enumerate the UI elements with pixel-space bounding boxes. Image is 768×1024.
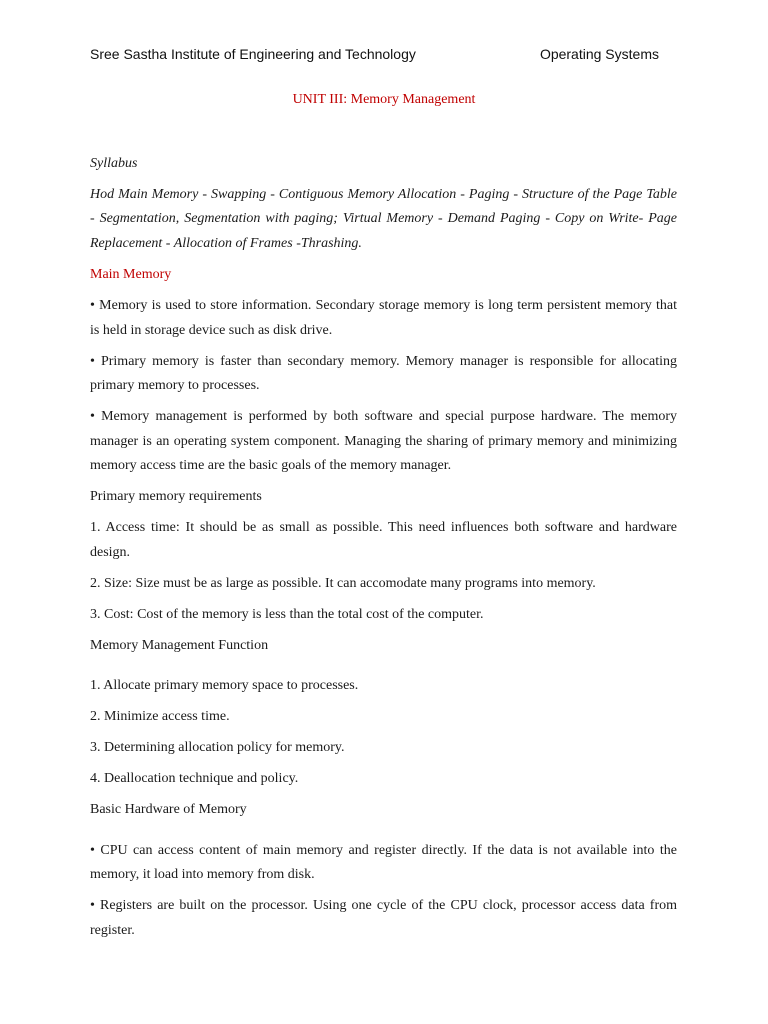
subject-name: Operating Systems — [539, 46, 659, 62]
institute-name: Sree Sastha Institute of Engineering and Technology — [90, 46, 416, 62]
function-item: 4. Deallocation technique and policy. — [90, 771, 299, 786]
main-memory-heading: Main Memory — [90, 267, 172, 282]
function-item: 1. Allocate primary memory space to processes. — [90, 678, 359, 693]
main-memory-bullet: • Primary memory is faster than secondary memory. Memory manager is responsible for allocating primary memory to processes. — [90, 353, 677, 393]
function-item: 3. Determining allocation policy for memory. — [90, 740, 345, 755]
syllabus-heading: Syllabus — [90, 156, 138, 171]
requirement-item: 3. Cost: Cost of the memory is less than the total cost of the computer. — [90, 606, 484, 622]
syllabus-text: Hod Main Memory - Swapping - Contiguous Memory Allocation - Paging - Structure of the Page Table - Segmentation, Segmentation with paging; Virtual Memory - Demand Paging - Copy on Write- Page Replacement - Allocation of Frames -Thrashing. — [90, 186, 677, 251]
main-memory-bullet: • Memory is used to store information. Secondary storage memory is long term persistent memory that is held in storage device such as disk drive. — [90, 298, 677, 338]
document-body — [90, 152, 677, 950]
requirements-heading: Primary memory requirements — [90, 489, 262, 504]
unit-title: UNIT III: Memory Management — [292, 92, 476, 107]
hardware-bullet: • Registers are built on the processor. Using one cycle of the CPU clock, processor access data from register. — [90, 898, 677, 938]
main-memory-bullet: • Memory management is performed by both software and special purpose hardware. The memory manager is an operating system component. Managing the sharing of primary memory and minimizing memory access time are the basic goals of the memory manager. — [90, 409, 677, 473]
requirement-item: 2. Size: Size must be as large as possible. It can accomodate many programs into memory. — [90, 575, 596, 591]
functions-heading: Memory Management Function — [90, 637, 269, 653]
function-item: 2. Minimize access time. — [90, 709, 230, 724]
hardware-heading: Basic Hardware of Memory — [90, 802, 247, 817]
requirement-item: 1. Access time: It should be as small as possible. This need influences both software and hardware design. — [90, 520, 677, 560]
page-header — [90, 46, 659, 62]
hardware-bullet: • CPU can access content of main memory and register directly. If the data is not available into the memory, it load into memory from disk. — [90, 842, 677, 882]
